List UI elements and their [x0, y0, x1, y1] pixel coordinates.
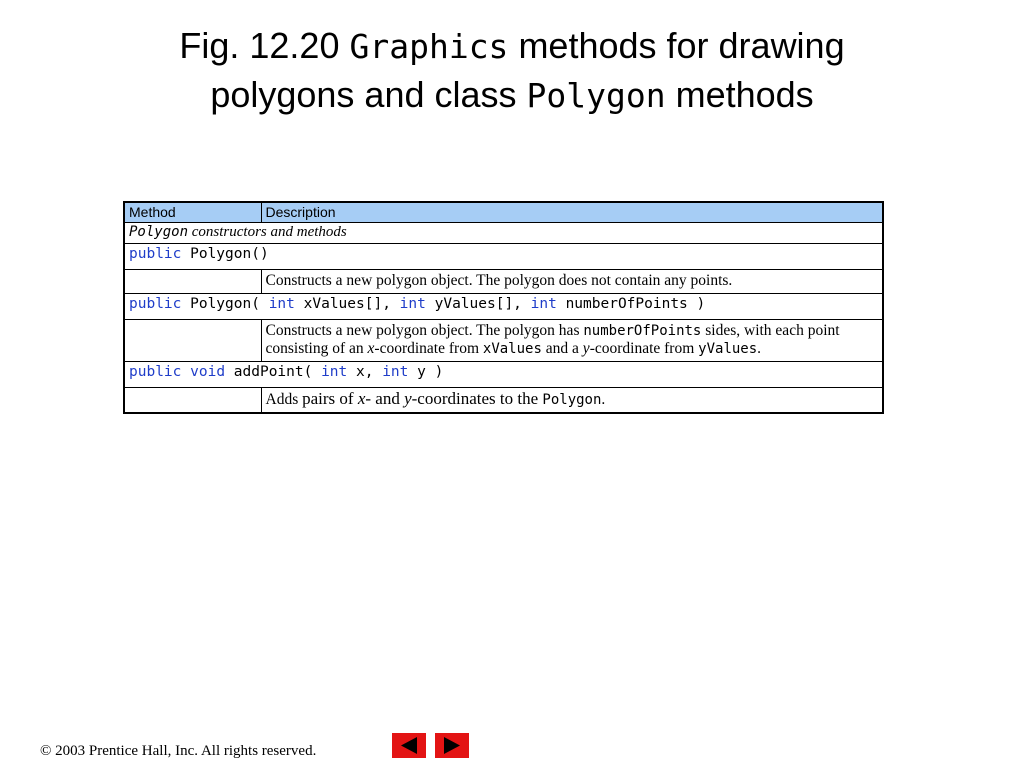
code-text [181, 364, 190, 380]
code-text: numberOfPoints ) [556, 296, 706, 312]
copyright-notice: © 2003 Prentice Hall, Inc. All rights reserved. [40, 743, 317, 759]
code-keyword: int [268, 296, 295, 312]
title-line-1: Fig. 12.20 Graphics methods for drawing [179, 25, 845, 66]
slide-title [0, 22, 1024, 120]
method-description: Constructs a new polygon object. The polygon does not contain any points. [261, 270, 883, 294]
methods-table [123, 201, 884, 414]
code-keyword: int [399, 296, 426, 312]
previous-slide-button[interactable] [392, 733, 426, 758]
empty-cell [124, 320, 261, 362]
title-code-graphics: Graphics [349, 27, 509, 66]
code-keyword: public [129, 246, 182, 262]
header-method: Method [124, 202, 261, 223]
code-text: Polygon( [181, 296, 269, 312]
code-text: addPoint( [225, 364, 322, 380]
title-code-polygon: Polygon [526, 76, 666, 115]
code-text: x, [347, 364, 383, 380]
method-description: Constructs a new polygon object. The polygon has numberOfPoints sides, with each point consisting of an x-coordinate from xValues and a y-coordinate from yValues. [261, 320, 883, 362]
table-row [124, 270, 883, 294]
table-header-row [124, 202, 883, 223]
table-row [124, 294, 883, 320]
header-description: Description [261, 202, 883, 223]
title-line-2: polygons and class Polygon methods [210, 74, 814, 115]
next-slide-button[interactable] [435, 733, 469, 758]
empty-cell [124, 270, 261, 294]
code-text: Polygon() [181, 246, 269, 262]
method-description: Adds pairs of x- and y-coordinates to the Polygon. [261, 388, 883, 414]
code-keyword: public [129, 296, 182, 312]
method-signature [124, 244, 883, 270]
table-row [124, 362, 883, 388]
code-text: y ) [408, 364, 444, 380]
empty-cell [124, 388, 261, 414]
code-keyword: void [190, 364, 226, 380]
code-keyword: int [530, 296, 557, 312]
code-text: yValues[], [425, 296, 531, 312]
code-keyword: int [382, 364, 409, 380]
section-heading: Polygon constructors and methods [124, 223, 883, 244]
table-row [124, 244, 883, 270]
code-keyword: public [129, 364, 182, 380]
table-row [124, 388, 883, 414]
table-row [124, 320, 883, 362]
code-text: xValues[], [294, 296, 400, 312]
method-signature [124, 294, 883, 320]
method-signature [124, 362, 883, 388]
arrow-left-icon [392, 733, 426, 758]
arrow-right-icon [435, 733, 469, 758]
section-row [124, 223, 883, 244]
code-keyword: int [321, 364, 348, 380]
